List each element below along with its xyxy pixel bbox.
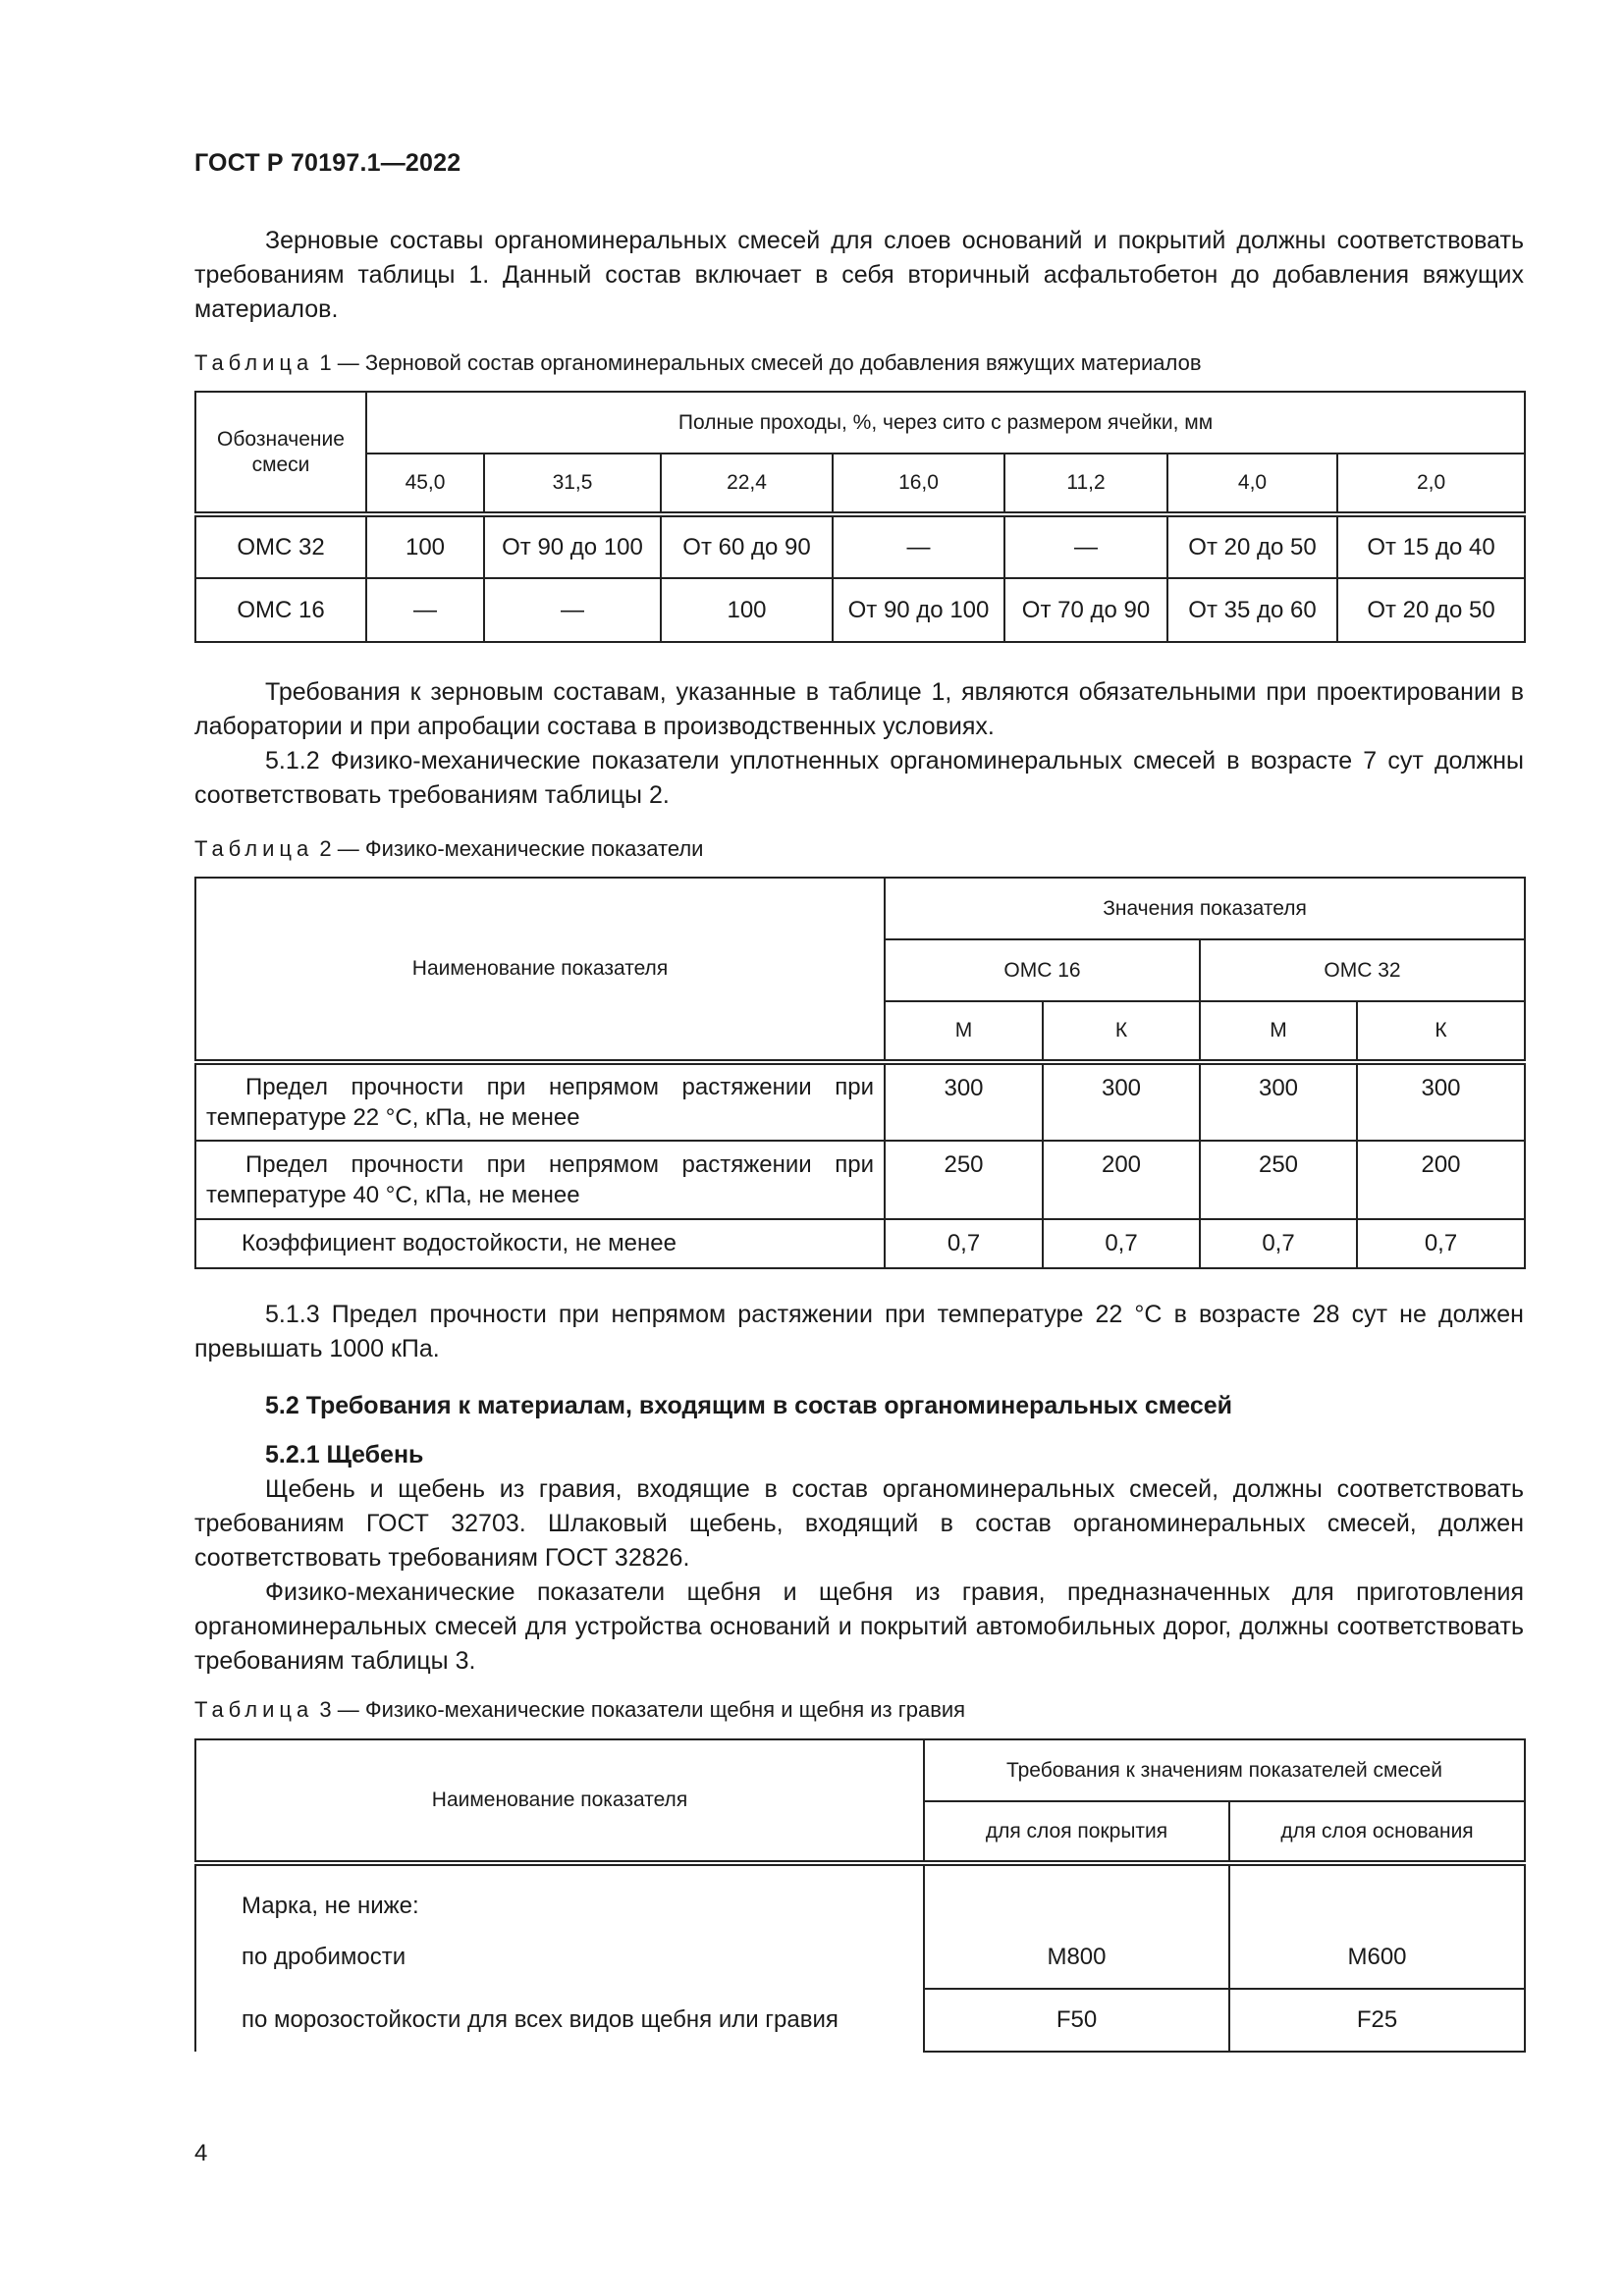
table-row [195, 1141, 1525, 1219]
table3-header-name: Наименование показателя [195, 1739, 924, 1863]
table1-cell: — [1004, 514, 1167, 578]
table1-cell: — [484, 578, 661, 642]
table1-sieve: 31,5 [484, 454, 661, 514]
table3-sub-header: для слоя покрытия [924, 1801, 1229, 1863]
document-code: ГОСТ Р 70197.1—2022 [194, 149, 461, 177]
table2-caption-prefix: Таблица [194, 836, 314, 861]
table2-row-name: Предел прочности при непрямом растяжении при температуре 22 °С, кПа, не менее [195, 1062, 885, 1141]
table1-cell: От 35 до 60 [1167, 578, 1337, 642]
table1-header-mix: Обозначение смеси [195, 392, 366, 514]
intro-paragraph: Зерновые составы органоминеральных смесей для слоев оснований и покрытий должны соответствовать требованиям таблицы 1. Данный состав включает в себя вторичный асфальтобетон до добавления вяжущих материалов. [194, 227, 1524, 323]
table2-caption-text: 2 — Физико-механические показатели [313, 836, 704, 861]
crushed-stone-paragraph-1: Щебень и щебень из гравия, входящие в состав органоминеральных смесей, должны соответствовать требованиям ГОСТ 32703. Шлаковый щебень, входящий в состав органоминеральных смесей, должен соответствовать требованиям ГОСТ 32826. [194, 1475, 1524, 1572]
table2-cell: 300 [1357, 1062, 1525, 1141]
table3-caption-prefix: Таблица [194, 1697, 314, 1722]
table2-cell: 0,7 [885, 1219, 1043, 1268]
section-5-1-3 [194, 1298, 1524, 1366]
table1-cell: От 20 до 50 [1337, 578, 1525, 642]
table1-header-group: Полные проходы, %, через сито с размером ячейки, мм [366, 392, 1525, 454]
table2-cell: 0,7 [1043, 1219, 1200, 1268]
table1-sieve: 2,0 [1337, 454, 1525, 514]
clause-5-1-3: 5.1.3 Предел прочности при непрямом растяжении при температуре 22 °С в возрасте 28 сут не должен превышать 1000 кПа. [194, 1301, 1524, 1362]
table1-sieve: 16,0 [833, 454, 1004, 514]
table2-sub-header: М [1200, 1001, 1357, 1062]
table2-caption [194, 834, 1524, 864]
section-5-2-1 [194, 1438, 1524, 1679]
table1-cell: От 15 до 40 [1337, 514, 1525, 578]
section-5-2 [194, 1389, 1524, 1423]
table2-header-group: Значения показателя [885, 878, 1525, 939]
table1-sieve: 4,0 [1167, 454, 1337, 514]
table1-mix: ОМС 32 [195, 514, 366, 578]
page-number: 4 [194, 2140, 208, 2166]
section-5-2-heading: 5.2 Требования к материалам, входящим в состав органоминеральных смесей [265, 1392, 1233, 1419]
table3 [194, 1738, 1524, 2053]
table1-caption [194, 348, 1524, 378]
clause-5-1-2: 5.1.2 Физико-механические показатели уплотненных органоминеральных смесей в возрасте 7 сут должны соответствовать требованиям таблицы 2. [194, 747, 1524, 809]
table2-cell: 200 [1043, 1141, 1200, 1219]
table1-cell: От 60 до 90 [661, 514, 833, 578]
table3-group-label: Марка, не ниже: [195, 1863, 924, 1926]
after-table1-section [194, 675, 1524, 813]
table2-cell: 300 [1043, 1062, 1200, 1141]
table2-cell: 0,7 [1200, 1219, 1357, 1268]
crushed-stone-paragraph-2: Физико-механические показатели щебня и щебня из гравия, предназначенных для приготовления органоминеральных смесей для устройства оснований и покрытий автомобильных дорог, должны соответствовать требованиям таблицы 3. [194, 1578, 1524, 1675]
table-row [195, 1926, 1525, 1989]
table2-cell: 0,7 [1357, 1219, 1525, 1268]
table2-mix-header: ОМС 32 [1200, 939, 1525, 1001]
table3-caption [194, 1695, 1524, 1725]
table-row [195, 1989, 1525, 2052]
table2-row-name: Коэффициент водостойкости, не менее [195, 1219, 885, 1268]
table1-cell: — [366, 578, 484, 642]
intro-section [194, 224, 1524, 327]
table1-cell: От 90 до 100 [833, 578, 1004, 642]
table1-sieve: 11,2 [1004, 454, 1167, 514]
table-row [195, 1062, 1525, 1141]
table2-mix-header: ОМС 16 [885, 939, 1200, 1001]
table2-sub-header: К [1043, 1001, 1200, 1062]
table2 [194, 877, 1524, 1269]
table-row [195, 514, 1525, 578]
table3-row-name: по дробимости [195, 1926, 924, 1989]
table1-sieve: 22,4 [661, 454, 833, 514]
after-table1-paragraph: Требования к зерновым составам, указанные в таблице 1, являются обязательными при проектировании в лаборатории и при апробации состава в производственных условиях. [194, 678, 1524, 740]
table3-header-group: Требования к значениям показателей смесей [924, 1739, 1525, 1801]
table2-cell: 300 [885, 1062, 1043, 1141]
table1-cell: От 70 до 90 [1004, 578, 1167, 642]
table2-cell: 250 [885, 1141, 1043, 1219]
table1 [194, 391, 1524, 643]
table2-header-name: Наименование показателя [195, 878, 885, 1062]
table1-mix: ОМС 16 [195, 578, 366, 642]
table-row [195, 578, 1525, 642]
table1-caption-prefix: Таблица [194, 350, 314, 375]
table2-cell: 200 [1357, 1141, 1525, 1219]
table3-row-name: по морозостойкости для всех видов щебня или гравия [195, 1989, 924, 2052]
table1-sieve: 45,0 [366, 454, 484, 514]
table3-cell: М600 [1229, 1926, 1525, 1989]
table1-cell: 100 [661, 578, 833, 642]
table3-cell: М800 [924, 1926, 1229, 1989]
table2-cell: 300 [1200, 1062, 1357, 1141]
table3-sub-header: для слоя основания [1229, 1801, 1525, 1863]
table-row [195, 1219, 1525, 1268]
table2-sub-header: К [1357, 1001, 1525, 1062]
table3-caption-text: 3 — Физико-механические показатели щебня и щебня из гравия [313, 1697, 966, 1722]
section-5-2-1-heading: 5.2.1 Щебень [265, 1441, 424, 1468]
table1-caption-text: 1 — Зерновой состав органоминеральных смесей до добавления вяжущих материалов [313, 350, 1202, 375]
table3-cell: F25 [1229, 1989, 1525, 2052]
table3-cell: F50 [924, 1989, 1229, 2052]
table1-cell: — [833, 514, 1004, 578]
table1-cell: От 90 до 100 [484, 514, 661, 578]
table1-cell: От 20 до 50 [1167, 514, 1337, 578]
table2-cell: 250 [1200, 1141, 1357, 1219]
table1-cell: 100 [366, 514, 484, 578]
table2-row-name: Предел прочности при непрямом растяжении при температуре 40 °С, кПа, не менее [195, 1141, 885, 1219]
table2-sub-header: М [885, 1001, 1043, 1062]
